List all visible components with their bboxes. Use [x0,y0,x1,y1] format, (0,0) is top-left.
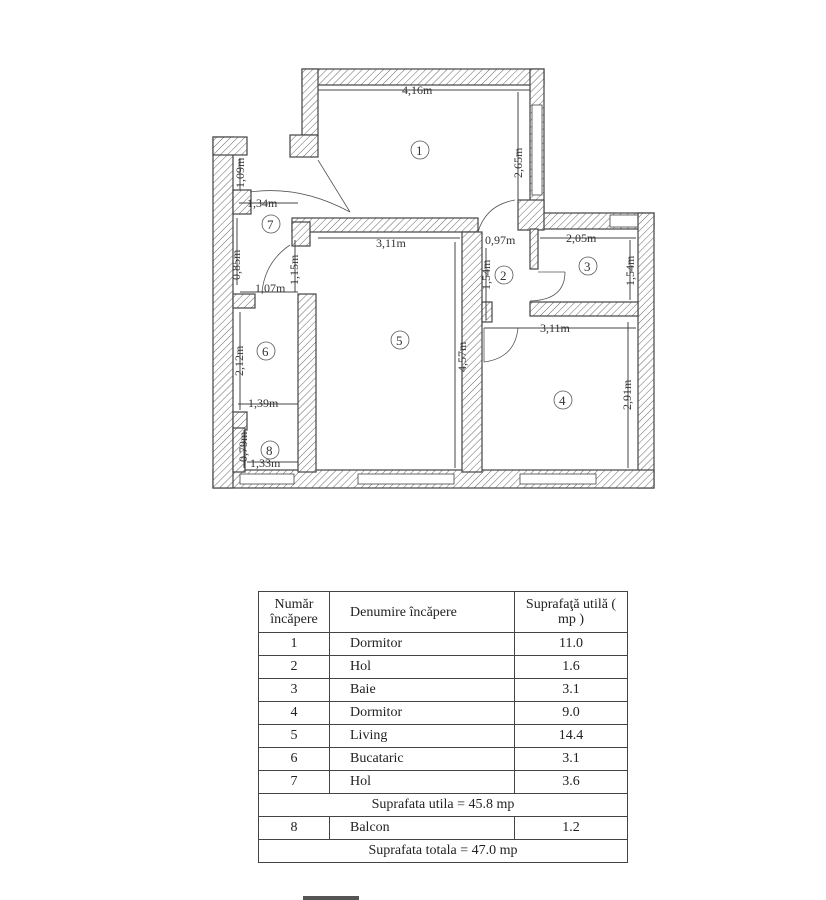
row-name: Hol [330,771,515,794]
row-number: 5 [259,725,330,748]
row-name: Living [330,725,515,748]
dim-door-width: 0,97m [485,233,516,247]
dim-r7-width: 1,34m [247,196,278,210]
dim-r6-top: 1,07m [255,281,286,295]
dim-r6-width: 1,39m [248,396,279,410]
table-header-row [259,592,628,633]
row-area: 1.2 [515,817,628,840]
table-row [259,656,628,679]
useful-total-row [259,794,628,817]
table-row [259,817,628,840]
row-number: 2 [259,656,330,679]
room-label-4: 4 [559,393,566,408]
dim-r7-small: 1,09m [233,157,247,188]
dim-r4-height: 2,91m [620,379,634,410]
dim-r2-height: 1,54m [479,259,493,290]
row-area: 11.0 [515,633,628,656]
room-label-2: 2 [500,268,507,283]
room-label-8: 8 [266,443,273,458]
row-number: 1 [259,633,330,656]
row-name: Hol [330,656,515,679]
dim-r3-height: 1,54m [623,255,637,286]
row-name: Dormitor [330,633,515,656]
row-number: 7 [259,771,330,794]
header-number: Număr încăpere [259,592,330,633]
table-row [259,633,628,656]
room-label-7: 7 [267,217,274,232]
table-row [259,725,628,748]
row-number: 4 [259,702,330,725]
row-area: 1.6 [515,656,628,679]
table-row [259,702,628,725]
grand-total: Suprafata totala = 47.0 mp [259,840,628,863]
room-label-6: 6 [262,344,269,359]
useful-total: Suprafata utila = 45.8 mp [259,794,628,817]
table-row [259,748,628,771]
room-label-3: 3 [584,259,591,274]
row-number: 6 [259,748,330,771]
dim-r1-width: 4,16m [402,83,433,97]
row-number: 3 [259,679,330,702]
dim-r3-width: 2,05m [566,231,597,245]
outer-walls [213,69,654,488]
row-area: 9.0 [515,702,628,725]
dim-r5-width: 3,11m [376,236,406,250]
grand-total-row [259,840,628,863]
dim-r8-width: 1,33m [250,456,281,470]
header-area: Suprafaţă utilă ( mp ) [515,592,628,633]
room-label-1: 1 [416,143,423,158]
row-area: 3.1 [515,748,628,771]
dim-r6-height: 2,12m [232,345,246,376]
inner-walls [233,135,638,472]
table-row [259,679,628,702]
row-name: Dormitor [330,702,515,725]
dim-r5-height: 4,57m [455,341,469,372]
dim-r5-side: 1,15m [287,254,301,285]
room-label-5: 5 [396,333,403,348]
header-name: Denumire încăpere [330,592,515,633]
row-number: 8 [259,817,330,840]
dim-r7-side: 0,85m [229,249,243,280]
rooms-table [258,591,628,863]
row-name: Baie [330,679,515,702]
scan-mark [303,896,359,900]
table-row [259,771,628,794]
row-area: 3.6 [515,771,628,794]
row-name: Balcon [330,817,515,840]
row-area: 3.1 [515,679,628,702]
dim-r4-width: 3,11m [540,321,570,335]
dim-r8-height: 0,79m [236,431,250,462]
row-name: Bucataric [330,748,515,771]
dim-r1-height: 2,65m [511,147,525,178]
row-area: 14.4 [515,725,628,748]
